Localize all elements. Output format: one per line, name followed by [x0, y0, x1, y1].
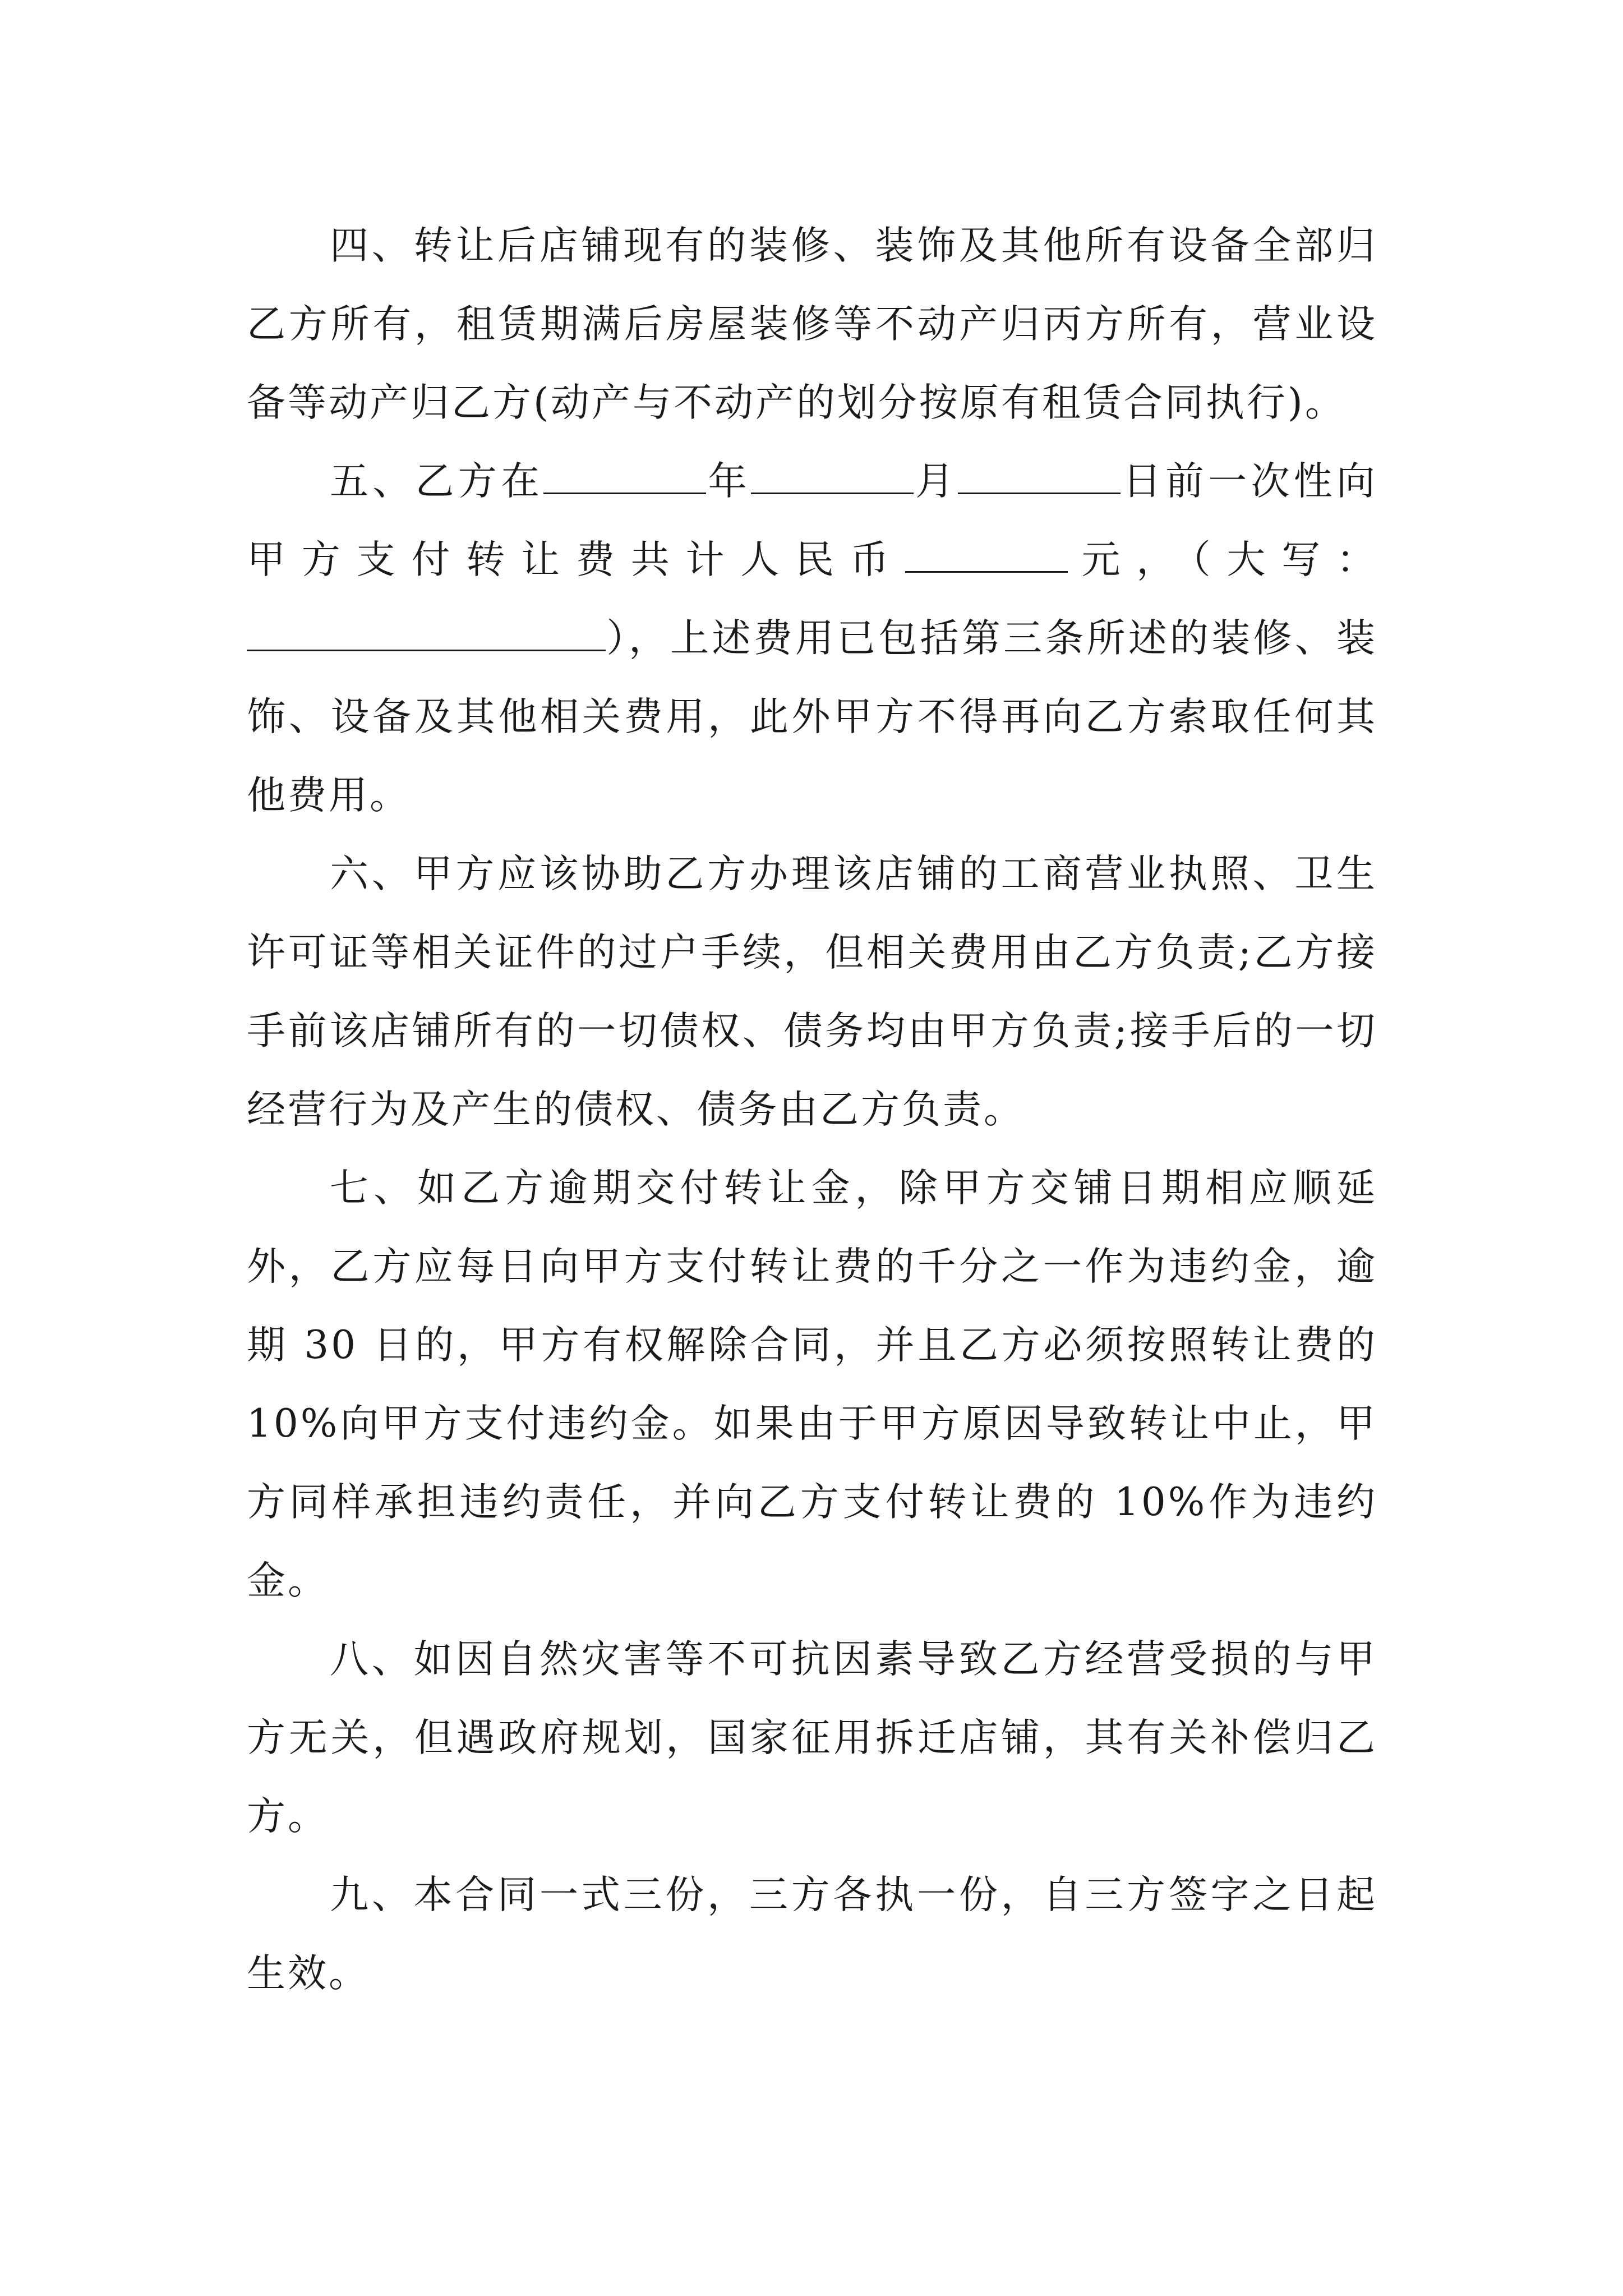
clause-9: 九、本合同一式三份，三方各执一份，自三方签字之日起生效。 [247, 1872, 1377, 1996]
clause-5-text-5: 元，（大写： [1067, 537, 1378, 582]
clause-5-text-2: 年 [706, 459, 751, 504]
day-blank [958, 460, 1121, 494]
amount-blank [905, 539, 1068, 573]
contract-body [247, 206, 1377, 2013]
clause-6: 六、甲方应该协助乙方办理该店铺的工商营业执照、卫生许可证等相关证件的过户手续，但相关费用由乙方负责;乙方接手前该店铺所有的一切债权、债务均由甲方负责;接手后的一切经营行为及产生的债权、债务由乙方负责。 [247, 852, 1377, 1132]
clause-5-text-4: 日前一次性向甲方支付转让费共计人民币 [247, 459, 1378, 582]
clause-4: 四、转让后店铺现有的装修、装饰及其他所有设备全部归乙方所有，租赁期满后房屋装修等不动产归丙方所有，营业设备等动产归乙方(动产与不动产的划分按原有租赁合同执行)。 [247, 223, 1377, 425]
clause-7: 七、如乙方逾期交付转让金，除甲方交铺日期相应顺延外，乙方应每日向甲方支付转让费的千分之一作为违约金，逾期 30 日的，甲方有权解除合同，并且乙方必须按照转让费的 10%向甲方支付违约金。如果由于甲方原因导致转让中止，甲方同样承担违约责任，并向乙方支付转让费的 10%作为违约金。 [247, 1166, 1377, 1603]
clause-5-text-1: 五、乙方在 [330, 459, 544, 504]
clause-5 [247, 442, 1377, 835]
month-blank [751, 460, 914, 494]
clause-5-text-3: 月 [913, 459, 958, 504]
clause-8: 八、如因自然灾害等不可抗因素导致乙方经营受损的与甲方无关，但遇政府规划，国家征用拆迁店铺，其有关补偿归乙方。 [247, 1637, 1377, 1839]
amount-in-words-blank [247, 617, 606, 651]
clause-5-text-6: ），上述费用已包括第三条所述的装修、装饰、设备及其他相关费用，此外甲方不得再向乙方索取任何其他费用。 [247, 616, 1377, 818]
year-blank [543, 460, 706, 494]
